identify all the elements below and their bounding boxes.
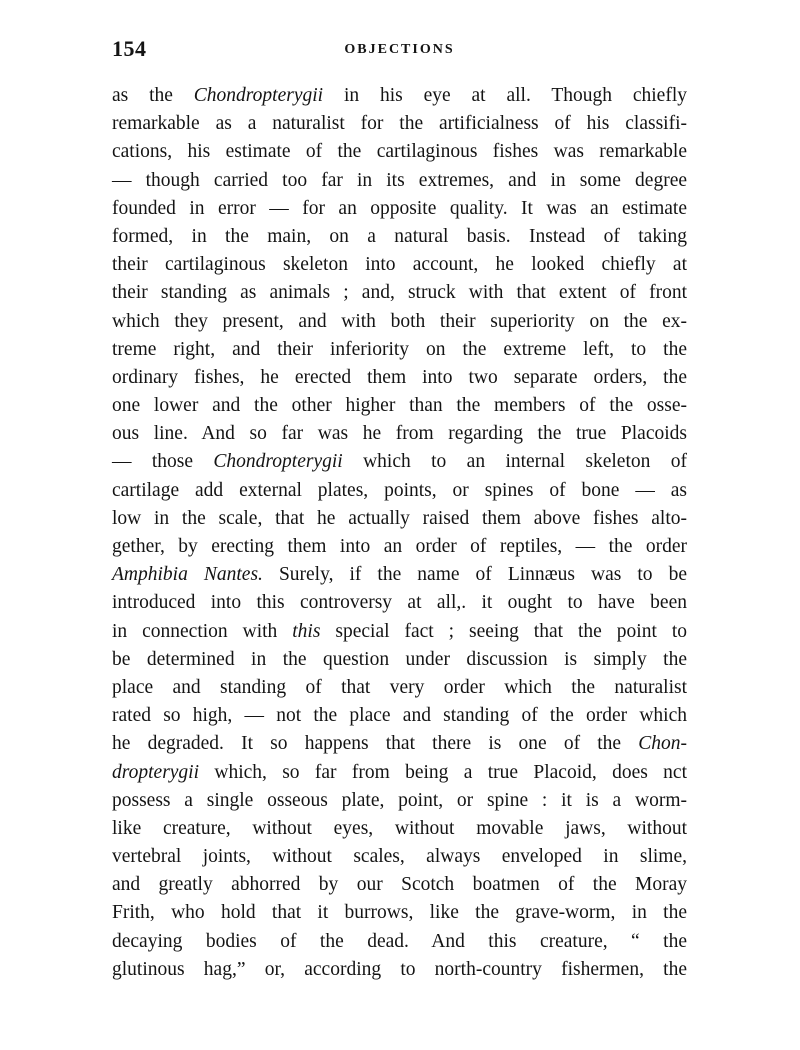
text-line (112, 674, 687, 702)
text-run: gether, by erecting them into an order of reptiles, — the order (112, 536, 687, 557)
text-line (112, 956, 687, 984)
text-line (112, 871, 687, 899)
text-run: be determined in the question under discussion is simply the (112, 648, 687, 670)
text-line (112, 477, 687, 505)
text-line (112, 138, 687, 166)
text-run: low in the scale, that he actually raised them above fishes alto- (112, 507, 687, 529)
text-run: which, so far from being a true Placoid, does nct (199, 761, 687, 783)
text-run: founded in error — for an opposite quality. It was an estimate (112, 197, 687, 219)
text-run: their cartilaginous skeleton into account, he looked chiefly at (112, 254, 687, 276)
text-line (112, 308, 687, 336)
text-line (112, 167, 687, 195)
text-run: as the (112, 85, 194, 106)
text-line (112, 279, 687, 307)
text-run: ordinary fishes, he erected them into two separate orders, the (112, 366, 687, 388)
text-run: introduced into this controversy at all,. it ought to have been (112, 592, 687, 614)
text-line (112, 82, 687, 110)
text-line (112, 533, 687, 561)
text-line (112, 251, 687, 279)
text-line (112, 561, 687, 589)
text-run: place and standing of that very order which the naturalist (112, 676, 687, 698)
text-line (112, 195, 687, 223)
text-run: Frith, who hold that it burrows, like the grave-worm, in the (112, 902, 687, 924)
text-run: which they present, and with both their superiority on the ex- (112, 310, 687, 332)
text-line (112, 420, 687, 448)
body-text (112, 82, 687, 984)
text-run: which to an internal skeleton of (342, 451, 687, 473)
text-line (112, 223, 687, 251)
text-run: remarkable as a naturalist for the artificialness of his classifi- (112, 113, 687, 135)
italic-term: Chon- (638, 733, 687, 755)
page-number: 154 (112, 36, 147, 61)
text-line (112, 787, 687, 815)
text-run: possess a single osseous plate, point, or spine : it is a worm- (112, 789, 687, 811)
text-line (112, 843, 687, 871)
text-line (112, 702, 687, 730)
text-line (112, 110, 687, 138)
text-run: Surely, if the name of Linnæus was to be (262, 564, 687, 586)
text-run: vertebral joints, without scales, always enveloped in slime, (112, 846, 687, 868)
italic-term: Chondropterygii (193, 85, 324, 106)
text-run: special fact ; seeing that the point to (320, 620, 687, 642)
text-line (112, 618, 687, 646)
text-run: and greatly abhorred by our Scotch boatmen of the Moray (112, 874, 687, 896)
text-run: cartilage add external plates, points, or spines of bone — as (112, 479, 687, 501)
running-head: OBJECTIONS (344, 42, 455, 57)
text-run: treme right, and their inferiority on the extreme left, to the (112, 338, 687, 360)
text-line (112, 928, 687, 956)
text-line (112, 730, 687, 758)
text-line (112, 899, 687, 927)
text-line (112, 336, 687, 364)
italic-term: dropterygii (112, 761, 200, 783)
text-run: in connection with (112, 620, 293, 642)
text-run: their standing as animals ; and, struck with that extent of front (112, 282, 687, 304)
text-run: decaying bodies of the dead. And this creature, “ the (112, 930, 687, 952)
text-line (112, 392, 687, 420)
text-line (112, 589, 687, 617)
text-run: formed, in the main, on a natural basis. Instead of taking (112, 225, 687, 247)
italic-term: this (292, 620, 321, 642)
text-run: glutinous hag,” or, according to north-country fishermen, the (112, 958, 687, 980)
text-run: he degraded. It so happens that there is one of the (112, 733, 639, 755)
book-page (112, 30, 687, 984)
text-line (112, 646, 687, 674)
text-line (112, 364, 687, 392)
italic-term: Chondropterygii (213, 451, 343, 473)
text-line (112, 505, 687, 533)
text-line (112, 448, 687, 476)
text-run: one lower and the other higher than the members of the osse- (112, 395, 687, 417)
text-run: like creature, without eyes, without movable jaws, without (112, 817, 687, 839)
text-run: — those (112, 451, 214, 473)
text-line (112, 815, 687, 843)
text-line (112, 759, 687, 787)
page-header (112, 30, 687, 66)
text-run: cations, his estimate of the cartilaginous fishes was remarkable (112, 141, 687, 163)
italic-term: Amphibia Nantes. (112, 564, 263, 586)
text-run: ous line. And so far was he from regarding the true Placoids (112, 423, 687, 445)
text-run: rated so high, — not the place and standing of the order which (112, 705, 687, 727)
text-run: in his eye at all. Though chiefly (323, 85, 687, 106)
text-run: — though carried too far in its extremes, and in some degree (112, 169, 687, 191)
